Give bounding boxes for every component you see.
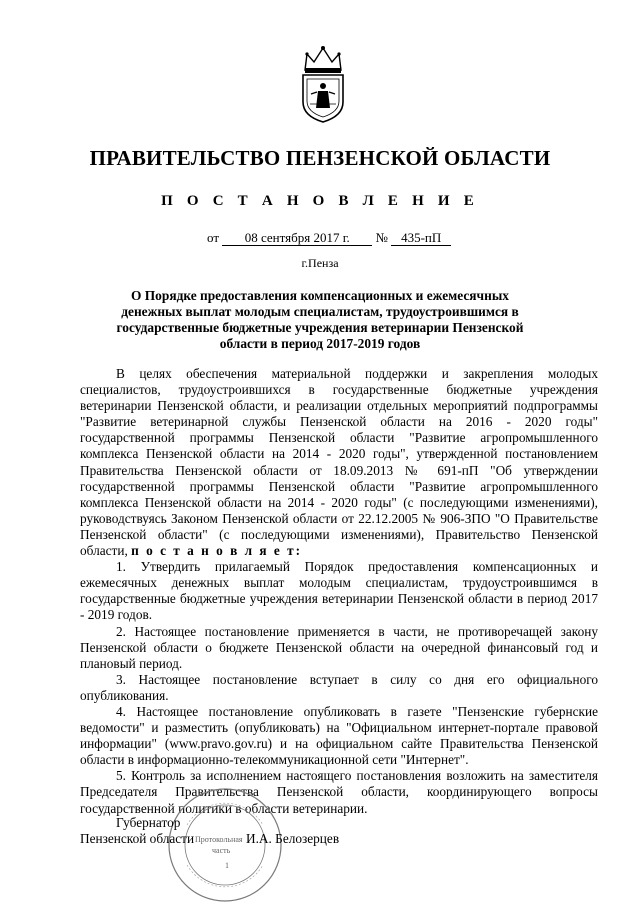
signatory-name: И.А. Белозерцев xyxy=(246,831,340,846)
list-item: 2. Настоящее постановление применяется в части, не противоречащей закону Пензенской области о бюджете Пензенской области на очередной финансовый год и плановый период. xyxy=(80,623,598,671)
number-prefix: № xyxy=(375,230,388,245)
preamble-text: В целях обеспечения материальной поддержки и закрепления молодых специалистов, трудоустроившихся в государственные бюджетные учреждения ветеринарии Пензенской области, и реализации отдельных мероприятий подпрограммы "Развитие ветеринарной службы Пензенской области на 2016 - 2020 годы" государственной программы Пензенской области "Развитие агропромышленного комплекса Пензенской области на 2014 - 2020 годы", утвержденной постановлением Правительства Пензенской области от 18.09.2013 № 691-пП "Об утверждении государственной программы Пензенской области "Развитие агропромышленного комплекса Пензенской области на 2014 - 2020 годы" (с последующими изменениями), руководствуясь Законом Пензенской области от 22.12.2005 № 906-ЗПО "О Правительстве Пензенской области" (с последующими изменениями), Правительство Пензенской области, xyxy=(80,366,598,559)
signatory-title-line2: Пензенской области xyxy=(80,831,195,846)
list-item: 5. Контроль за исполнением настоящего постановления возложить на заместителя Председателя Правительства Пензенской области, координирующего вопросы государственной политики в области ветеринарии. xyxy=(80,768,598,816)
decree-body xyxy=(80,366,598,817)
stamp-text-line2: часть xyxy=(212,846,231,855)
city-name: г.Пенза xyxy=(301,256,339,270)
signatory-title-line1: Губернатор xyxy=(116,815,181,830)
coat-of-arms-emblem xyxy=(297,44,349,124)
government-title: ПРАВИТЕЛЬСТВО ПЕНЗЕНСКОЙ ОБЛАСТИ xyxy=(89,146,551,170)
document-type-title: П О С Т А Н О В Л Е Н И Е xyxy=(161,193,479,209)
crown-shield-icon xyxy=(297,44,349,124)
list-item: 4. Настоящее постановление опубликовать в газете "Пензенские губернские ведомости" и разместить (опубликовать) на "Официальном интернет-портале правовой информации" (www.pravo.gov.ru) и на официальном сайте Правительства Пензенской области в информационно-телекоммуникационной сети "Интернет". xyxy=(80,703,598,768)
list-item: 3. Настоящее постановление вступает в силу со дня его официального опубликования. xyxy=(80,671,598,703)
list-item: 1. Утвердить прилагаемый Порядок предоставления компенсационных и ежемесячных денежных выплат молодым специалистам, трудоустроившимся в государственные бюджетные учреждения ветеринарии Пензенской области в период 2017 - 2019 годов. xyxy=(80,559,598,623)
stamp-text-line3: 1 xyxy=(225,861,229,870)
preamble-paragraph xyxy=(80,366,598,559)
stamp-text-line1: Протокольная xyxy=(195,835,243,844)
document-number: 435-пП xyxy=(391,231,451,246)
resolves-word: п о с т а н о в л я е т: xyxy=(131,543,303,559)
signatory-title xyxy=(80,815,194,847)
decree-subject: О Порядке предоставления компенсационных и ежемесячных денежных выплат молодым специалистам, трудоустроившимся в государственные бюджетные учреждения ветеринарии Пензенской области в период 2017-2019 годов xyxy=(116,288,524,351)
date-number-line xyxy=(207,230,451,246)
date-prefix: от xyxy=(207,230,220,245)
document-date: 08 сентября 2017 г. xyxy=(222,231,372,246)
